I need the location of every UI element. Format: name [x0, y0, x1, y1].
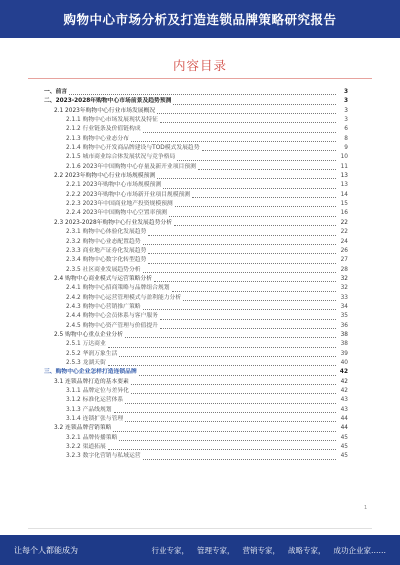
- toc-entry-page: 8: [344, 135, 348, 142]
- toc-entry-title: 二、2023-2028年购物中心市场前景及趋势预测: [44, 98, 172, 105]
- toc-entry-page: 45: [340, 444, 348, 451]
- toc-leader-dots: [183, 300, 336, 301]
- toc-entry-page: 28: [340, 266, 348, 273]
- toc-leader-dots: [119, 440, 336, 441]
- toc-entry-title: 3.1.4 连锁扩张与管理: [66, 416, 124, 423]
- toc-entry[interactable]: [44, 294, 348, 303]
- toc-entry[interactable]: [44, 200, 348, 209]
- toc-entry-title: 2.3.2 购物中心业态配置趋势: [66, 238, 141, 245]
- toc-entry-page: 38: [340, 331, 348, 338]
- toc-entry-page: 22: [340, 229, 348, 236]
- toc-leader-dots: [108, 449, 336, 450]
- toc-entry[interactable]: [44, 88, 348, 97]
- toc-leader-dots: [143, 272, 336, 273]
- toc-entry-title: 3.2.3 数字化营销与私域运营: [66, 453, 141, 460]
- toc-entry-title: 3.2.1 品牌传播策略: [66, 434, 118, 441]
- toc-entry[interactable]: [44, 172, 348, 181]
- toc-leader-dots: [172, 291, 336, 292]
- footer-slogan: 让每个人都能成为: [14, 545, 78, 555]
- toc-entry-page: 42: [340, 378, 348, 385]
- toc-entry[interactable]: [44, 312, 348, 321]
- toc-entry-page: 35: [340, 313, 348, 320]
- toc-entry-title: 3.1 连锁品牌打造的基本要素: [54, 378, 129, 385]
- toc-leader-dots: [125, 403, 336, 404]
- toc-leader-dots: [113, 431, 336, 432]
- toc-entry[interactable]: [44, 266, 348, 275]
- toc-leader-dots: [160, 328, 336, 329]
- toc-entry[interactable]: [44, 415, 348, 424]
- footer-role: 成功企业家……: [333, 545, 386, 555]
- toc-leader-dots: [148, 263, 336, 264]
- toc-entry[interactable]: [44, 331, 348, 340]
- toc-entry-title: 3.1.2 标准化运营体系: [66, 397, 124, 404]
- toc-entry-title: 2.2.2 2023年购物中心市场新开业项目规模预测: [66, 191, 191, 198]
- toc-entry[interactable]: [44, 350, 348, 359]
- toc-entry-page: 14: [340, 191, 348, 198]
- toc-entry-title: 2.2.1 2023年购物中心市场规模预测: [66, 182, 162, 189]
- toc-entry[interactable]: [44, 153, 348, 162]
- toc-entry-title: 2.5.1 万达商业: [66, 341, 106, 348]
- footer-role: 管理专家，: [197, 545, 235, 555]
- report-header: [0, 0, 400, 38]
- toc-leader-dots: [131, 141, 336, 142]
- toc-leader-dots: [160, 319, 336, 320]
- toc-entry-page: 13: [340, 173, 348, 180]
- toc-entry-page: 22: [340, 219, 348, 226]
- report-title: 购物中心市场分析及打造连锁品牌策略研究报告: [63, 12, 337, 27]
- toc-entry[interactable]: [44, 247, 348, 256]
- toc-entry-page: 44: [340, 425, 348, 432]
- toc-leader-dots: [174, 225, 336, 226]
- toc-entry-page: 43: [340, 397, 348, 404]
- toc-leader-dots: [143, 309, 336, 310]
- footer-banner: [0, 535, 400, 565]
- footer-roles: [152, 545, 387, 556]
- toc-leader-dots: [143, 459, 336, 460]
- toc-entry[interactable]: [44, 443, 348, 452]
- toc-entry[interactable]: [44, 209, 348, 218]
- toc-entry-title: 2.1.2 行业链条及价值链构成: [66, 126, 141, 133]
- toc-entry-page: 42: [340, 388, 348, 394]
- toc-entry-page: 32: [340, 275, 348, 282]
- toc-leader-dots: [163, 188, 336, 189]
- toc-entry[interactable]: [44, 191, 348, 200]
- toc-entry[interactable]: [44, 424, 348, 433]
- toc-entry-page: 13: [340, 182, 348, 189]
- toc-entry-page: 11: [340, 163, 348, 170]
- toc-entry-title: 2.1.6 2023年中国购物中心存量及新开业项目预测: [66, 163, 196, 170]
- toc-entry-title: 2.3 2023-2028年购物中心行业发展趋势分析: [54, 219, 173, 226]
- toc-leader-dots: [125, 337, 336, 338]
- toc-leader-dots: [131, 393, 336, 394]
- toc-entry-title: 2.4.2 购物中心运营管理模式与盈利能力分析: [66, 294, 182, 301]
- toc-entry-page: 24: [340, 238, 348, 245]
- toc-entry[interactable]: [44, 378, 348, 387]
- toc-entry[interactable]: [44, 97, 348, 106]
- toc-leader-dots: [148, 253, 336, 254]
- toc-leader-dots: [143, 132, 336, 133]
- toc-entry-title: 2.2 2023年购物中心行业市场规模预测: [54, 173, 156, 180]
- toc-leader-dots: [139, 375, 336, 376]
- toc-entry[interactable]: [44, 359, 348, 368]
- toc-entry-title: 2.2.3 2023年中国商业地产投资规模预测: [66, 201, 173, 208]
- toc-leader-dots: [198, 169, 336, 170]
- toc-entry-title: 2.3.1 购物中心体验化发展趋势: [66, 229, 147, 236]
- toc-entry-page: 27: [340, 257, 348, 264]
- toc-leader-dots: [157, 178, 336, 179]
- toc-entry[interactable]: [44, 135, 348, 144]
- toc-entry-page: 38: [340, 341, 348, 348]
- toc-entry-title: 2.4.4 购物中心会员体系与客户服务: [66, 313, 158, 320]
- toc-entry[interactable]: [44, 181, 348, 190]
- toc-entry-title: 2.4.5 购物中心资产管理与价值提升: [66, 322, 158, 329]
- toc-leader-dots: [143, 244, 336, 245]
- toc-entry-page: 16: [340, 210, 348, 217]
- toc-entry[interactable]: [44, 434, 348, 443]
- toc-entry[interactable]: [44, 144, 348, 153]
- toc-entry[interactable]: [44, 406, 348, 415]
- toc-entry-page: 10: [340, 154, 348, 161]
- toc-entry[interactable]: [44, 396, 348, 405]
- toc-entry-page: 33: [340, 294, 348, 301]
- toc-entry[interactable]: [44, 322, 348, 331]
- toc-entry[interactable]: [44, 163, 348, 172]
- toc-entry-title: 3.1.1 品牌定位与差异化: [66, 388, 129, 394]
- toc-entry-page: 44: [340, 416, 348, 423]
- toc-entry-title: 2.1.3 购物中心业态分布: [66, 135, 129, 142]
- toc-leader-dots: [125, 421, 336, 422]
- table-of-contents: [44, 88, 348, 462]
- toc-entry-page: 45: [340, 453, 348, 460]
- toc-entry-page: 40: [340, 359, 348, 366]
- toc-entry[interactable]: [44, 340, 348, 349]
- toc-leader-dots: [108, 347, 336, 348]
- toc-leader-dots: [160, 122, 336, 123]
- toc-leader-dots: [157, 113, 336, 114]
- toc-entry[interactable]: [44, 256, 348, 265]
- toc-entry-page: 45: [340, 434, 348, 441]
- toc-divider: [28, 78, 372, 79]
- toc-entry[interactable]: [44, 116, 348, 125]
- toc-leader-dots: [119, 356, 336, 357]
- toc-leader-dots: [175, 206, 336, 207]
- toc-leader-dots: [173, 104, 336, 105]
- toc-entry[interactable]: [44, 107, 348, 116]
- toc-entry-page: 39: [340, 350, 348, 357]
- toc-entry[interactable]: [44, 238, 348, 247]
- page-number: 1: [364, 505, 368, 511]
- toc-leader-dots: [131, 384, 336, 385]
- toc-entry[interactable]: [44, 219, 348, 228]
- toc-entry-title: 2.5 购物中心重点企业分析: [54, 331, 124, 338]
- footer-role: 战略专家，: [288, 545, 326, 555]
- toc-entry[interactable]: [44, 228, 348, 237]
- toc-entry[interactable]: [44, 452, 348, 461]
- toc-entry[interactable]: [44, 387, 348, 396]
- toc-entry[interactable]: [44, 125, 348, 134]
- toc-entry[interactable]: [44, 284, 348, 293]
- toc-heading: 内容目录: [172, 58, 227, 73]
- toc-entry-title: 2.1.5 城市商业综合体发展状况与竞争格局: [66, 154, 176, 161]
- toc-entry-title: 一、前言: [44, 89, 68, 95]
- toc-entry[interactable]: [44, 368, 348, 377]
- toc-leader-dots: [192, 197, 336, 198]
- bottom-divider: [28, 528, 372, 529]
- footer-role: 营销专家，: [242, 545, 280, 555]
- toc-leader-dots: [177, 160, 336, 161]
- toc-entry-page: 9: [344, 145, 348, 152]
- toc-entry-title: 2.3.5 社区商业发展趋势分析: [66, 266, 141, 273]
- toc-entry-title: 2.1.1 购物中心市场发展现状及特征: [66, 117, 158, 124]
- toc-entry-title: 2.4.1 购物中心招商策略与品牌组合规划: [66, 285, 170, 292]
- toc-entry-page: 43: [340, 406, 348, 413]
- toc-entry-title: 三、购物中心企业怎样打造连锁品牌: [44, 369, 137, 376]
- toc-entry-title: 2.5.2 华润万象生活: [66, 350, 118, 357]
- toc-leader-dots: [114, 412, 336, 413]
- toc-entry-title: 2.3.4 购物中心数字化转型趋势: [66, 257, 147, 264]
- toc-leader-dots: [148, 235, 336, 236]
- toc-entry-title: 3.2 连锁品牌营销策略: [54, 425, 112, 432]
- toc-leader-dots: [108, 365, 336, 366]
- toc-entry-title: 2.5.3 龙湖天街: [66, 359, 106, 366]
- toc-entry-title: 2.3.3 商业地产证券化发展趋势: [66, 247, 147, 254]
- toc-entry-page: 36: [340, 322, 348, 329]
- toc-entry-title: 2.4.3 购物中心营销推广策略: [66, 303, 141, 310]
- toc-entry-title: 3.1.3 产品线规划: [66, 406, 112, 413]
- toc-entry-page: 6: [344, 126, 348, 133]
- toc-entry-page: 26: [340, 247, 348, 254]
- toc-entry-title: 2.1.4 购物中心开发商品牌建设与TOD模式发展趋势: [66, 145, 200, 152]
- toc-entry-page: 3: [344, 107, 348, 114]
- toc-entry-page: 3: [343, 89, 348, 95]
- toc-entry-page: 3: [344, 117, 348, 124]
- toc-leader-dots: [154, 281, 336, 282]
- toc-entry-title: 2.4 购物中心商业模式与运营策略分析: [54, 275, 153, 282]
- toc-leader-dots: [202, 150, 336, 151]
- toc-entry-title: 2.1 2023年购物中心行业市场发展概况: [54, 107, 156, 114]
- toc-leader-dots: [169, 216, 336, 217]
- toc-entry-page: 32: [340, 285, 348, 292]
- toc-entry-title: 3.2.2 渠道拓展: [66, 444, 106, 451]
- toc-leader-dots: [69, 94, 336, 95]
- toc-entry-title: 2.2.4 2023年中国购物中心空置率预测: [66, 210, 167, 217]
- toc-entry[interactable]: [44, 275, 348, 284]
- toc-entry-page: 34: [340, 303, 348, 310]
- toc-entry-page: 42: [339, 369, 348, 376]
- toc-entry-page: 3: [343, 98, 348, 105]
- footer-role: 行业专家，: [151, 545, 189, 555]
- toc-entry[interactable]: [44, 303, 348, 312]
- toc-entry-page: 15: [340, 201, 348, 208]
